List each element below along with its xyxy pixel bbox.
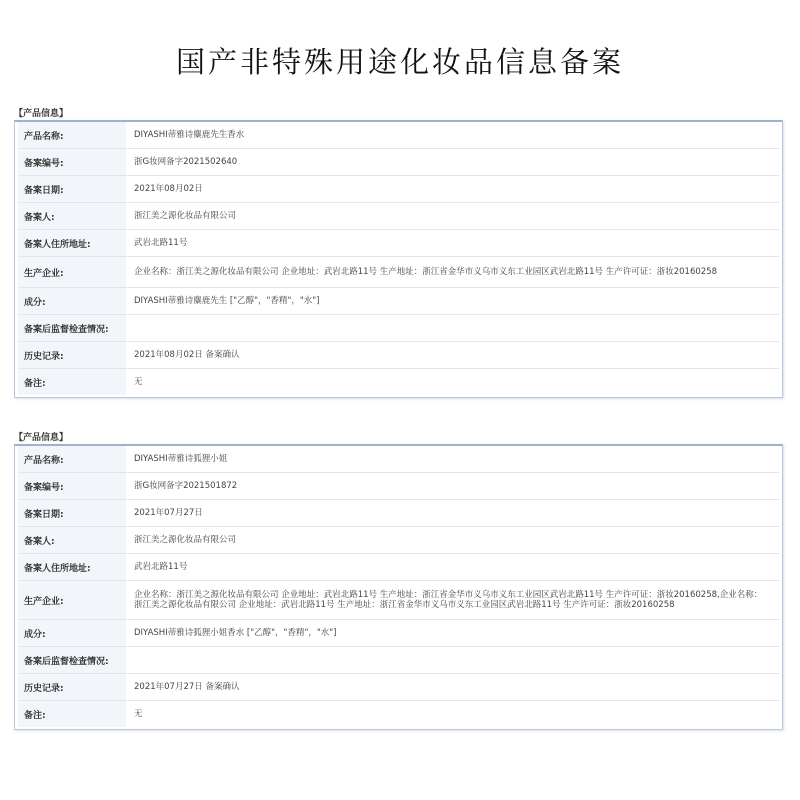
label-registrant: 备案人:: [18, 527, 126, 553]
row-record-date: [18, 500, 779, 527]
row-registrant: [18, 203, 779, 230]
product-info-section-2: [14, 432, 783, 730]
row-product-name: [18, 446, 779, 473]
row-ingredients: [18, 288, 779, 315]
section-header: 【产品信息】: [14, 433, 69, 443]
row-record-date: [18, 176, 779, 203]
row-record-number: [18, 149, 779, 176]
label-history: 历史记录:: [18, 342, 126, 368]
row-ingredients: [18, 620, 779, 647]
row-history: [18, 674, 779, 701]
row-remarks: [18, 369, 779, 395]
value-product-name: DIYASHI蒂雅诗狐狸小姐: [134, 454, 228, 464]
value-history: 2021年07月27日 备案确认: [134, 682, 240, 692]
product-info-table: [14, 444, 783, 730]
row-registrant-address: [18, 554, 779, 581]
section-header: 【产品信息】: [14, 109, 69, 119]
label-registrant-address: 备案人住所地址:: [18, 554, 126, 580]
label-ingredients: 成分:: [18, 288, 126, 314]
page-title: 国产非特殊用途化妆品信息备案: [175, 45, 624, 79]
value-registrant: 浙江美之源化妆品有限公司: [134, 211, 237, 221]
row-supervision: [18, 647, 779, 674]
product-info-section-1: [14, 108, 783, 398]
value-product-name: DIYASHI蒂雅诗麋鹿先生香水: [134, 130, 245, 140]
label-ingredients: 成分:: [18, 620, 126, 646]
label-history: 历史记录:: [18, 674, 126, 700]
row-supervision: [18, 315, 779, 342]
row-product-name: [18, 122, 779, 149]
value-supervision: [126, 647, 779, 673]
row-registrant-address: [18, 230, 779, 257]
value-remarks: 无: [134, 377, 143, 387]
label-manufacturer: 生产企业:: [18, 257, 126, 287]
row-manufacturer: [18, 257, 779, 288]
label-record-number: 备案编号:: [18, 149, 126, 175]
value-registrant-address: 武岩北路11号: [134, 238, 188, 248]
value-manufacturer: 企业名称：浙江美之源化妆品有限公司 企业地址：武岩北路11号 生产地址：浙江省金华市义乌市义东工业园区武岩北路11号 生产许可证：浙妆20160258,企业名称：浙江美之源化妆品有限公司 企业地址：武岩北路11号 生产地址：浙江省金华市义乌市义东工业园区武岩北路11号 生产许可证：浙妆20160258: [134, 590, 763, 610]
label-record-number: 备案编号:: [18, 473, 126, 499]
value-record-number: 浙G妆网备字2021502640: [134, 157, 238, 167]
value-record-date: 2021年08月02日: [134, 184, 203, 194]
label-record-date: 备案日期:: [18, 176, 126, 202]
label-record-date: 备案日期:: [18, 500, 126, 526]
value-registrant: 浙江美之源化妆品有限公司: [134, 535, 237, 545]
value-ingredients: DIYASHI蒂雅诗麋鹿先生 ["乙醇"，"香精"，"水"]: [134, 296, 320, 306]
label-remarks: 备注:: [18, 369, 126, 395]
label-product-name: 产品名称:: [18, 446, 126, 472]
product-info-table: [14, 120, 783, 398]
value-remarks: 无: [134, 709, 143, 719]
label-supervision: 备案后监督检查情况:: [18, 647, 126, 673]
value-ingredients: DIYASHI蒂雅诗狐狸小姐香水 ["乙醇"，"香精"，"水"]: [134, 628, 337, 638]
row-manufacturer: [18, 581, 779, 620]
label-registrant: 备案人:: [18, 203, 126, 229]
label-product-name: 产品名称:: [18, 122, 126, 148]
value-history: 2021年08月02日 备案确认: [134, 350, 240, 360]
label-supervision: 备案后监督检查情况:: [18, 315, 126, 341]
value-record-number: 浙G妆网备字2021501872: [134, 481, 238, 491]
row-remarks: [18, 701, 779, 727]
row-registrant: [18, 527, 779, 554]
value-registrant-address: 武岩北路11号: [134, 562, 188, 572]
label-manufacturer: 生产企业:: [18, 581, 126, 619]
label-registrant-address: 备案人住所地址:: [18, 230, 126, 256]
value-record-date: 2021年07月27日: [134, 508, 203, 518]
value-supervision: [126, 315, 779, 341]
label-remarks: 备注:: [18, 701, 126, 727]
value-manufacturer: 企业名称：浙江美之源化妆品有限公司 企业地址：武岩北路11号 生产地址：浙江省金华市义乌市义东工业园区武岩北路11号 生产许可证：浙妆20160258: [134, 267, 718, 277]
row-history: [18, 342, 779, 369]
row-record-number: [18, 473, 779, 500]
